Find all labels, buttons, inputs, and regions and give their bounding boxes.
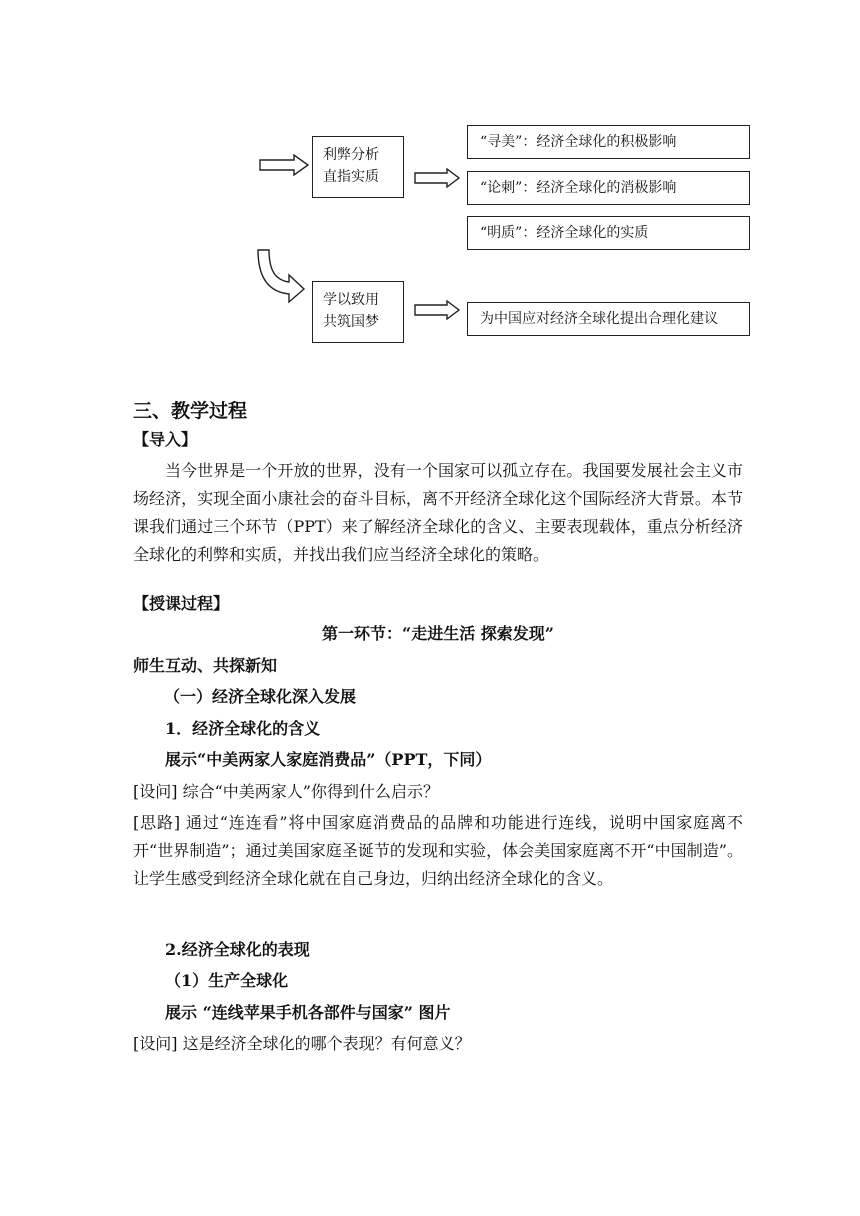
- intro-paragraph: [133, 457, 743, 569]
- interaction-heading: 师生互动、共探新知: [133, 656, 278, 675]
- arrow-right-icon: [258, 154, 310, 176]
- node-analysis-line2: 直指实质: [323, 169, 379, 185]
- curved-arrow-icon: [255, 248, 307, 304]
- question-tag: [设问]: [133, 782, 178, 801]
- idea-paragraph: [133, 809, 743, 893]
- result-negative-text: “论刺”：经济全球化的消极影响: [480, 180, 677, 196]
- show1-line: [165, 746, 491, 774]
- intro-label: 【导入】: [133, 430, 198, 449]
- arrow-right-icon: [413, 168, 461, 188]
- result-essence-text: “明质”：经济全球化的实质: [480, 225, 649, 241]
- idea-text: 通过“连连看”将中国家庭消费品的品牌和功能进行连线，说明中国家庭离不开“世界制造”；通过美国家庭圣诞节的发现和实验，体会美国家庭离不开“中国制造”。让学生感受到经济全球化就在自己身边，归纳出经济全球化的含义。: [133, 813, 743, 888]
- question1-text: 综合“中美两家人”你得到什么启示？: [182, 782, 439, 801]
- stage1-title: 第一环节：“走进生活 探索发现”: [322, 624, 554, 643]
- intro-text: 当今世界是一个开放的世界，没有一个国家可以孤立存在。我国要发展社会主义市场经济，实现全面小康社会的奋斗目标，离不开经济全球化这个国际经济大背景。本节课我们通过三个环节（PPT）来了解经济全球化的含义、主要表现载体，重点分析经济全球化的利弊和实质，并找出我们应当经济全球化的策略。: [133, 461, 743, 564]
- item1-heading: 1．经济全球化的含义: [165, 719, 321, 738]
- diagram-node-apply: [312, 281, 404, 343]
- result-suggestion-text: 为中国应对经济全球化提出合理化建议: [480, 311, 718, 327]
- node-analysis-line1: 利弊分析: [323, 147, 379, 163]
- node-apply-line1: 学以致用: [323, 292, 379, 308]
- show2-line: 展示 “连线苹果手机各部件与国家” 图片: [165, 1003, 451, 1022]
- idea-tag: [思路]: [133, 813, 181, 832]
- question1-line: [133, 778, 439, 806]
- process-label: 【授课过程】: [133, 594, 230, 613]
- result-positive-text: “寻美”：经济全球化的积极影响: [480, 134, 677, 150]
- result-box-essence: [467, 216, 750, 250]
- question2-line: [133, 1030, 471, 1058]
- diagram-node-analysis: [312, 136, 404, 198]
- node-apply-line2: 共筑国梦: [323, 314, 379, 330]
- section-heading: 三、教学过程: [133, 400, 248, 422]
- question-tag: [设问]: [133, 1034, 178, 1053]
- result-box-positive: [467, 125, 750, 159]
- question2-text: 这是经济全球化的哪个表现？有何意义？: [182, 1034, 471, 1053]
- subsection-heading: （一）经济全球化深入发展: [164, 687, 357, 706]
- show1-text: 展示“中美两家人家庭消费品”（PPT，下同）: [165, 750, 492, 769]
- result-box-suggestion: [467, 302, 750, 336]
- item2-1-heading: （1）生产全球化: [165, 971, 289, 990]
- arrow-right-icon: [413, 300, 461, 320]
- result-box-negative: [467, 171, 750, 205]
- item2-heading: 2.经济全球化的表现: [165, 940, 310, 959]
